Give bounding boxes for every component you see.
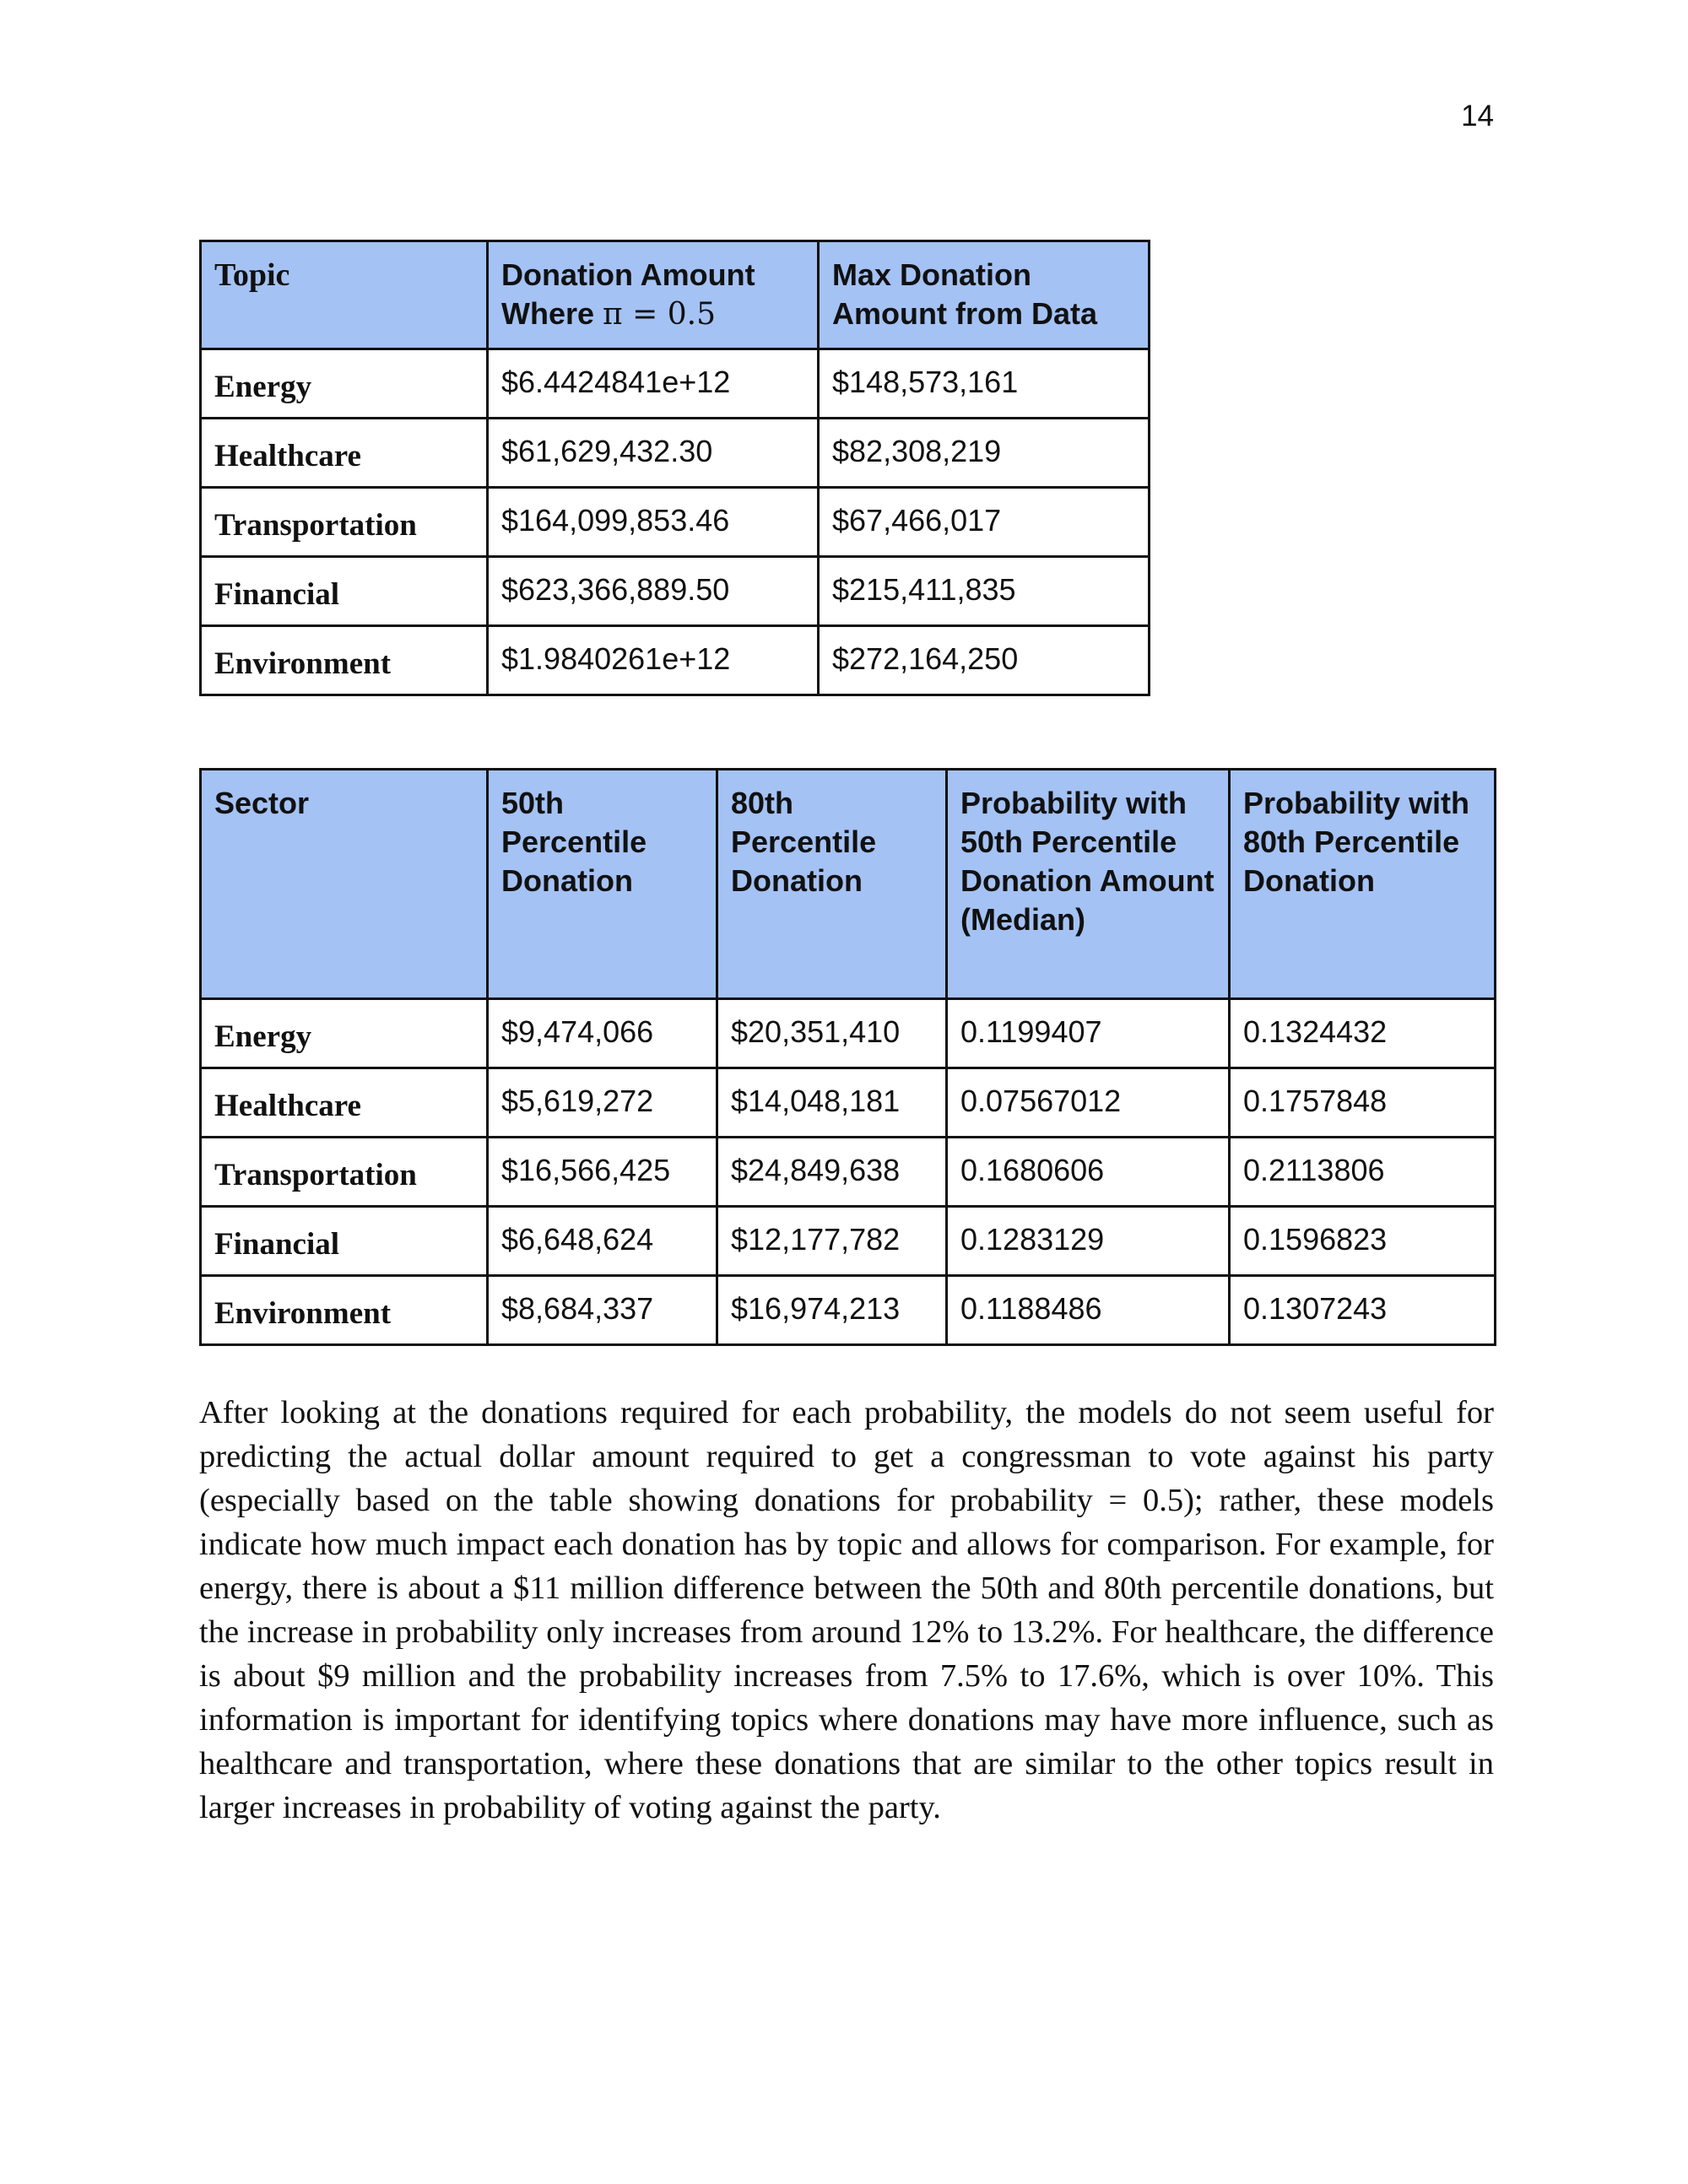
header-donation-amount bbox=[488, 241, 819, 349]
max-donation-cell: $82,308,219 bbox=[819, 419, 1150, 488]
table-row bbox=[201, 999, 1496, 1068]
header-probability-80th: Probability with 80th Percentile Donation bbox=[1230, 770, 1496, 999]
prob50-cell: 0.1199407 bbox=[947, 999, 1230, 1068]
table-row bbox=[201, 1207, 1496, 1276]
header-donation-text: Donation Amount Where bbox=[501, 257, 755, 331]
donation-cell: $1.9840261e+12 bbox=[488, 626, 819, 695]
prob80-cell: 0.1307243 bbox=[1230, 1276, 1496, 1345]
table-row bbox=[201, 1138, 1496, 1207]
header-probability-50th: Probability with 50th Percentile Donation Amount (Median) bbox=[947, 770, 1230, 999]
p50-cell: $16,566,425 bbox=[488, 1138, 717, 1207]
table-header-row bbox=[201, 241, 1150, 349]
p80-cell: $20,351,410 bbox=[717, 999, 947, 1068]
max-donation-cell: $272,164,250 bbox=[819, 626, 1150, 695]
max-donation-cell: $67,466,017 bbox=[819, 488, 1150, 557]
row-label: Transportation bbox=[201, 488, 488, 557]
p50-cell: $9,474,066 bbox=[488, 999, 717, 1068]
pi-equation: π = 0.5 bbox=[603, 297, 717, 332]
prob80-cell: 0.1596823 bbox=[1230, 1207, 1496, 1276]
row-label: Environment bbox=[201, 626, 488, 695]
donation-cell: $6.4424841e+12 bbox=[488, 349, 819, 419]
p50-cell: $5,619,272 bbox=[488, 1068, 717, 1138]
header-80th-percentile: 80th Percentile Donation bbox=[717, 770, 947, 999]
row-label: Healthcare bbox=[201, 419, 488, 488]
page-number: 14 bbox=[1461, 100, 1494, 132]
row-label: Energy bbox=[201, 999, 488, 1068]
row-label: Financial bbox=[201, 1207, 488, 1276]
max-donation-cell: $148,573,161 bbox=[819, 349, 1150, 419]
table-row bbox=[201, 1276, 1496, 1345]
p80-cell: $12,177,782 bbox=[717, 1207, 947, 1276]
p80-cell: $14,048,181 bbox=[717, 1068, 947, 1138]
donation-cell: $164,099,853.46 bbox=[488, 488, 819, 557]
row-label: Financial bbox=[201, 557, 488, 626]
header-max-donation: Max Donation Amount from Data bbox=[819, 241, 1150, 349]
percentile-probability-table bbox=[199, 768, 1496, 1346]
body-paragraph: After looking at the donations required for each probability, the models do not seem useful for predicting the actual dollar amount required to get a congressman to vote against his party (especially based on the table showing donations for probability = 0.5); rather, these models indicate how much impact each donation has by topic and allows for comparison. For example, for energy, there is about a $11 million difference between the 50th and 80th percentile donations, but the increase in probability only increases from around 12% to 13.2%. For healthcare, the difference is about $9 million and the probability increases from 7.5% to 17.6%, which is over 10%. This information is important for identifying topics where donations may have more influence, such as healthcare and transportation, where these donations that are similar to the other topics result in larger increases in probability of voting against the party. bbox=[199, 1395, 1494, 1825]
row-label: Environment bbox=[201, 1276, 488, 1345]
table-row bbox=[201, 626, 1150, 695]
prob50-cell: 0.1283129 bbox=[947, 1207, 1230, 1276]
prob80-cell: 0.1757848 bbox=[1230, 1068, 1496, 1138]
table-row bbox=[201, 419, 1150, 488]
prob50-cell: 0.07567012 bbox=[947, 1068, 1230, 1138]
prob80-cell: 0.1324432 bbox=[1230, 999, 1496, 1068]
max-donation-cell: $215,411,835 bbox=[819, 557, 1150, 626]
table-row bbox=[201, 488, 1150, 557]
donation-cell: $623,366,889.50 bbox=[488, 557, 819, 626]
row-label: Transportation bbox=[201, 1138, 488, 1207]
prob50-cell: 0.1188486 bbox=[947, 1276, 1230, 1345]
donation-cell: $61,629,432.30 bbox=[488, 419, 819, 488]
header-topic: Topic bbox=[201, 241, 488, 349]
donation-threshold-table bbox=[199, 240, 1150, 696]
header-50th-percentile: 50th Percentile Donation bbox=[488, 770, 717, 999]
table-row bbox=[201, 349, 1150, 419]
p80-cell: $16,974,213 bbox=[717, 1276, 947, 1345]
prob80-cell: 0.2113806 bbox=[1230, 1138, 1496, 1207]
table-row bbox=[201, 1068, 1496, 1138]
table-row bbox=[201, 557, 1150, 626]
table-header-row bbox=[201, 770, 1496, 999]
row-label: Energy bbox=[201, 349, 488, 419]
header-sector: Sector bbox=[201, 770, 488, 999]
row-label: Healthcare bbox=[201, 1068, 488, 1138]
p50-cell: $6,648,624 bbox=[488, 1207, 717, 1276]
prob50-cell: 0.1680606 bbox=[947, 1138, 1230, 1207]
p50-cell: $8,684,337 bbox=[488, 1276, 717, 1345]
p80-cell: $24,849,638 bbox=[717, 1138, 947, 1207]
